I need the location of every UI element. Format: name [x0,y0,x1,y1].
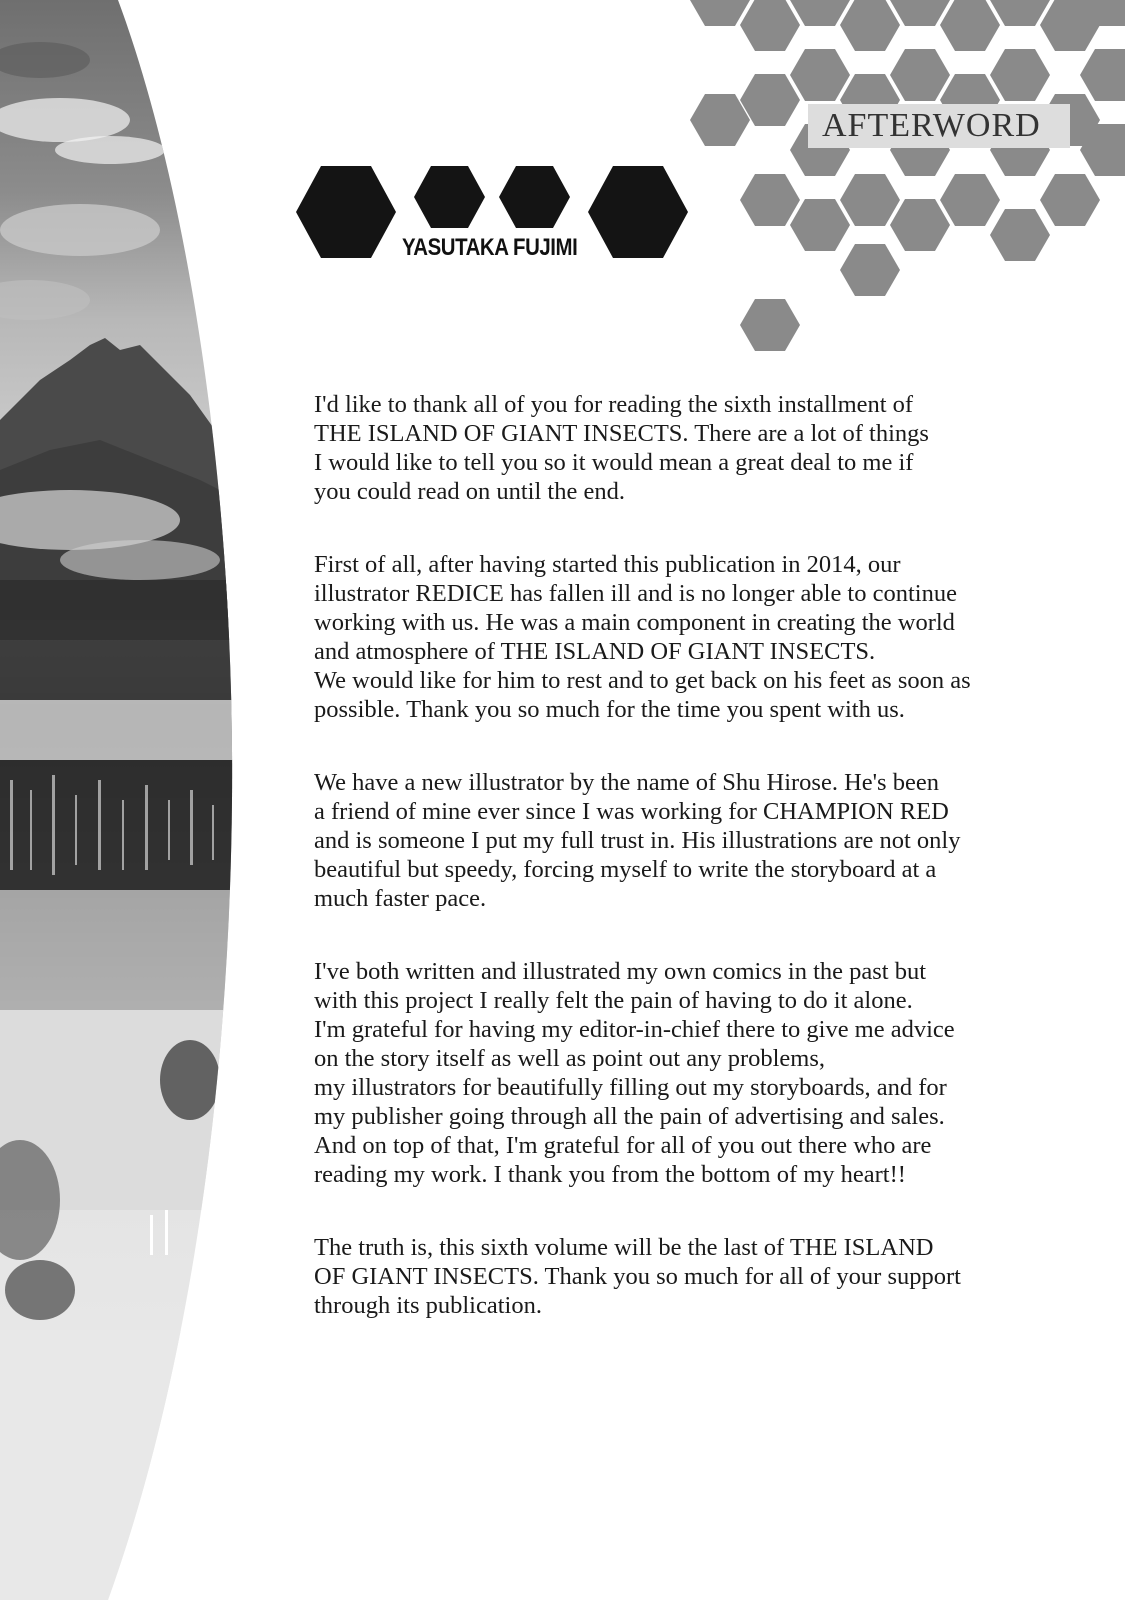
hexagon-shape [890,49,950,101]
hexagon-shape [990,209,1050,261]
hexagon-shape [740,174,800,226]
paragraph: The truth is, this sixth volume will be the last of THE ISLAND OF GIANT INSECTS. Thank you so much for all of your support through its publication. [314,1234,961,1319]
hexagon-shape [840,174,900,226]
hexagon-shape [790,199,850,251]
hexagon-shape [840,244,900,296]
hexagon-shape [1080,49,1125,101]
hexagon-shape [790,0,850,26]
paragraph: We have a new illustrator by the name of Shu Hirose. He's been a friend of mine ever since I was working for CHAMPION RED and is someone I put my full trust in. His illustrations are not only beautiful but speedy, forcing myself to write the storyboard at a much faster pace. [314,769,961,912]
hexagon-shape [890,0,950,26]
hexagon-shape [990,0,1050,26]
hexagon-shape [840,0,900,51]
author-name: YASUTAKA FUJIMI [402,234,578,261]
hexagon-shape [940,174,1000,226]
afterword-body [314,390,1054,1364]
hexagon-pattern [680,0,1125,370]
hexagon-shape [890,199,950,251]
paragraph: I'd like to thank all of you for reading the sixth installment of THE ISLAND OF GIANT INSECTS. There are a lot of things I would like to tell you so it would mean a great deal to me if you could read on until the end. [314,391,929,505]
hexagon-shape [790,49,850,101]
hexagon-shape [690,0,750,26]
hexagon-shape [690,94,750,146]
hexagon-shape [740,299,800,351]
hexagon-shape [990,49,1050,101]
paragraph: First of all, after having started this publication in 2014, our illustrator REDICE has fallen ill and is no longer able to continue working with us. He was a main component in creating the world and atmosphere of THE ISLAND OF GIANT INSECTS. We would like for him to rest and to get back on his feet as soon as possible. Thank you so much for the time you spent with us. [314,551,971,723]
hexagon-shape [740,74,800,126]
paragraph: I've both written and illustrated my own comics in the past but with this project I really felt the pain of having to do it alone. I'm grateful for having my editor-in-chief there to give me advice on the story itself as well as point out any problems, my illustrators for beautifully filling out my storyboards, and for my publisher going through all the pain of advertising and sales. And on top of that, I'm grateful for all of you out there who are reading my work. I thank you from the bottom of my heart!! [314,958,955,1188]
section-title: AFTERWORD [808,104,1070,148]
hexagon-shape [940,0,1000,51]
hexagon-shape [1040,174,1100,226]
hexagon-shape [740,0,800,51]
